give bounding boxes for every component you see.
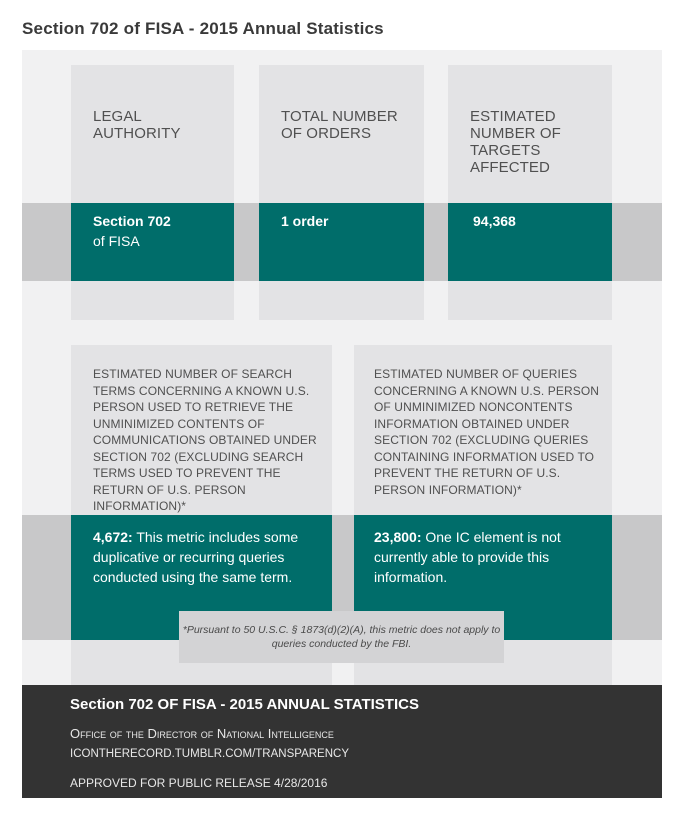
column-targets-affected (448, 65, 612, 320)
value-legal-authority (93, 211, 223, 251)
header-search-terms: ESTIMATED NUMBER OF SEARCH TERMS CONCERNING A KNOWN U.S. PERSON USED TO RETRIEVE THE UNMINIMIZED CONTENTS OF COMMUNICATIONS OBTAINED UNDER SECTION 702 (EXCLUDING SEARCH TERMS USED TO PREVENT THE RETURN OF U.S. PERSON INFORMATION)* (93, 367, 317, 513)
value-bold: 94,368 (473, 213, 516, 229)
page-title: Section 702 of FISA - 2015 Annual Statistics (22, 19, 384, 38)
footnote-text: *Pursuant to 50 U.S.C. § 1873(d)(2)(A), this metric does not apply to queries conducted by the FBI. (182, 624, 501, 650)
header-queries: ESTIMATED NUMBER OF QUERIES CONCERNING A KNOWN U.S. PERSON OF UNMINIMIZED NONCONTENTS INFORMATION OBTAINED UNDER SECTION 702 (EXCLUDING QUERIES CONTAINING INFORMATION USED TO PREVENT THE RETURN OF U.S. PERSON INFORMATION)* (374, 367, 600, 497)
value-total-orders (281, 211, 411, 231)
value-rest: of FISA (93, 233, 140, 249)
value-bold: 1 order (281, 213, 329, 229)
footer-url[interactable]: ICONTHERECORD.TUMBLR.COM/TRANSPARENCY (70, 748, 349, 760)
footer-release: APPROVED FOR PUBLIC RELEASE 4/28/2016 (70, 776, 328, 790)
header-total-orders: TOTAL NUMBER OF ORDERS (281, 108, 398, 142)
value-rest: One IC element is not currently able to provide this information. (374, 529, 561, 585)
value-queries (374, 527, 589, 587)
column-total-orders (259, 65, 424, 320)
footer (22, 685, 662, 798)
value-search-terms (93, 527, 318, 587)
footnote (179, 611, 504, 663)
header-legal-authority: LEGAL AUTHORITY (93, 108, 181, 142)
header-targets-affected: ESTIMATED NUMBER OF TARGETS AFFECTED (470, 108, 561, 176)
value-targets-affected (473, 211, 603, 231)
footer-office: Office of the Director of National Intelligence (70, 726, 334, 741)
value-bold: 23,800: (374, 529, 422, 545)
value-bold: 4,672: (93, 529, 133, 545)
column-legal-authority (71, 65, 234, 320)
value-rest: This metric includes some duplicative or recurring queries conducted using the same term. (93, 529, 299, 585)
value-bold: Section 702 (93, 213, 171, 229)
footer-title: Section 702 OF FISA - 2015 ANNUAL STATISTICS (70, 696, 419, 713)
